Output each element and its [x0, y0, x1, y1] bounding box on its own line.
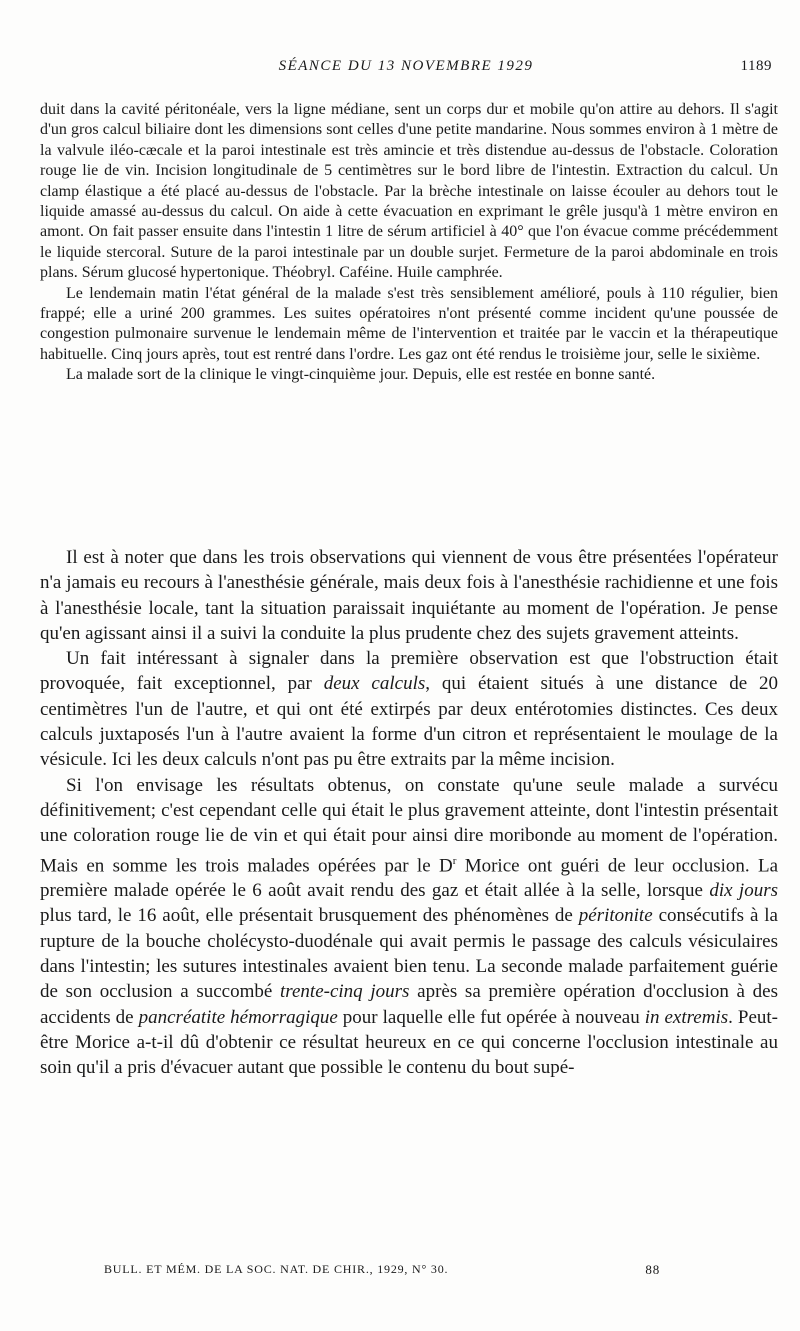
page-number: 1189 [740, 58, 772, 74]
running-title: SÉANCE DU 13 NOVEMBRE 1929 [278, 58, 534, 74]
commentary-paragraph-1: Il est à noter que dans les trois observations qui viennent de vous être présentées l'opérateur n'a jamais eu recours à l'anesthésie générale, mais deux fois à l'anesthésie rachidienne et une fois à l'anesthésie locale, tant la situation paraissait inquiétante au moment de l'opération. Je pense qu'en agissant ainsi il a suivi la conduite la plus prudente chez des sujets gravement atteints. [40, 547, 778, 644]
journal-reference: BULL. ET MÉM. DE LA SOC. NAT. DE CHIR., 1929, N° 30. [104, 1262, 449, 1276]
text-run: , qui étaient situés à une distance de 20 centimètres l'un de l'autre, et qui ont été extirpés par deux entérotomies distinctes. Ces deux calculs juxtaposés l'un à l'autre avaient la forme d'un citron et représentaient le moulage de la vésicule. Ici les deux calculs n'ont pas pu être extraits par la même incision. [40, 673, 778, 771]
italic-term: péritonite [578, 905, 653, 927]
commentary-text [40, 545, 778, 1081]
italic-term: in extremis [644, 1006, 729, 1028]
superscript: r [452, 854, 457, 867]
text-run: consécutifs à la rupture de la bouche cholécysto-duodénale qui avait permis le passage des calculs vésiculaires dans l'intestin; les sutures intestinales avaient bien tenu. La seconde malade parfaitement guérie de son occlusion a succombé [40, 905, 778, 1003]
observation-paragraph-3: La malade sort de la clinique le vingt-cinquième jour. Depuis, elle est restée en bonne santé. [66, 366, 656, 384]
text-run: Morice ont guéri de leur occlusion. La première malade opérée le 6 août avait rendu des gaz et était allée à la selle, lorsque [40, 854, 778, 902]
italic-term: trente-cinq jours [280, 981, 410, 1003]
italic-term: deux calculs [323, 673, 426, 695]
observation-paragraph-2: Le lendemain matin l'état général de la malade s'est très sensiblement amélioré, pouls à 110 régulier, bien frappé; elle a uriné 200 grammes. Les suites opératoires n'ont présenté comme incident qu'une poussée de congestion pulmonaire survenue le lendemain même de l'intervention et traitée par le vaccin et la thérapeutique habituelle. Cinq jours après, tout est rentré dans l'ordre. Les gaz ont été rendus le troisième jour, selle le sixième. [40, 284, 778, 363]
italic-term: pancréatite hémorragique [138, 1006, 338, 1028]
commentary-paragraph-2 [40, 646, 778, 772]
text-run: Un fait intéressant à signaler dans la première observation est que l'obstruction était provoquée, fait exceptionnel, par [40, 648, 778, 695]
page-header [40, 58, 772, 82]
commentary-paragraph-3 [40, 773, 778, 1081]
italic-term: dix jours [709, 880, 778, 902]
text-run: pour laquelle elle fut opérée à nouveau [337, 1006, 645, 1028]
observation-text [40, 100, 778, 386]
text-run: Si l'on envisage les résultats obtenus, on constate qu'une seule malade a survécu définitivement; c'est cependant celle qui était le plus gravement atteinte, dont l'intestin présentait une coloration rouge lie de vin et qui était pour ainsi dire moribonde au moment de l'opération. Mais en somme les trois malades opérées par le D [40, 774, 778, 876]
observation-paragraph-1: duit dans la cavité péritonéale, vers la ligne médiane, sent un corps dur et mobile qu'on attire au dehors. Il s'agit d'un gros calcul biliaire dont les dimensions sont celles d'une petite mandarine. Nous sommes environ à 1 mètre de la valvule iléo-cæcale et la paroi intestinale est très amincie et très distendue au-dessus de l'obstacle. Coloration rouge lie de vin. Incision longitudinale de 5 centimètres sur le bord libre de l'intestin. Extraction du calcul. Un clamp élastique a été placé au-dessus de l'obstacle. Par la brèche intestinale on laisse écouler au dehors tout le liquide amassé au-dessus du calcul. On aide à cette évacuation en exprimant le grêle jusqu'à 1 mètre environ en amont. On fait passer ensuite dans l'intestin 1 litre de sérum artificiel à 40° que l'on évacue comme précédemment le liquide stercoral. Suture de la paroi intestinale par un double surjet. Fermeture de la paroi abdominale en trois plans. Sérum glucosé hypertonique. Théobryl. Caféine. Huile camphrée. [40, 101, 778, 282]
signature-mark: 88 [645, 1262, 660, 1277]
text-run: plus tard, le 16 août, elle présentait brusquement des phénomènes de [40, 905, 579, 927]
text-run: après sa première opération d'occlusion à des accidents de [40, 981, 778, 1028]
text-run: . Peut-être Morice a-t-il dû d'obtenir ce résultat heureux en ce qui concerne l'occlusion intestinale au soin qu'il a pris d'évacuer autant que possible le contenu du bout supé- [40, 1006, 778, 1079]
